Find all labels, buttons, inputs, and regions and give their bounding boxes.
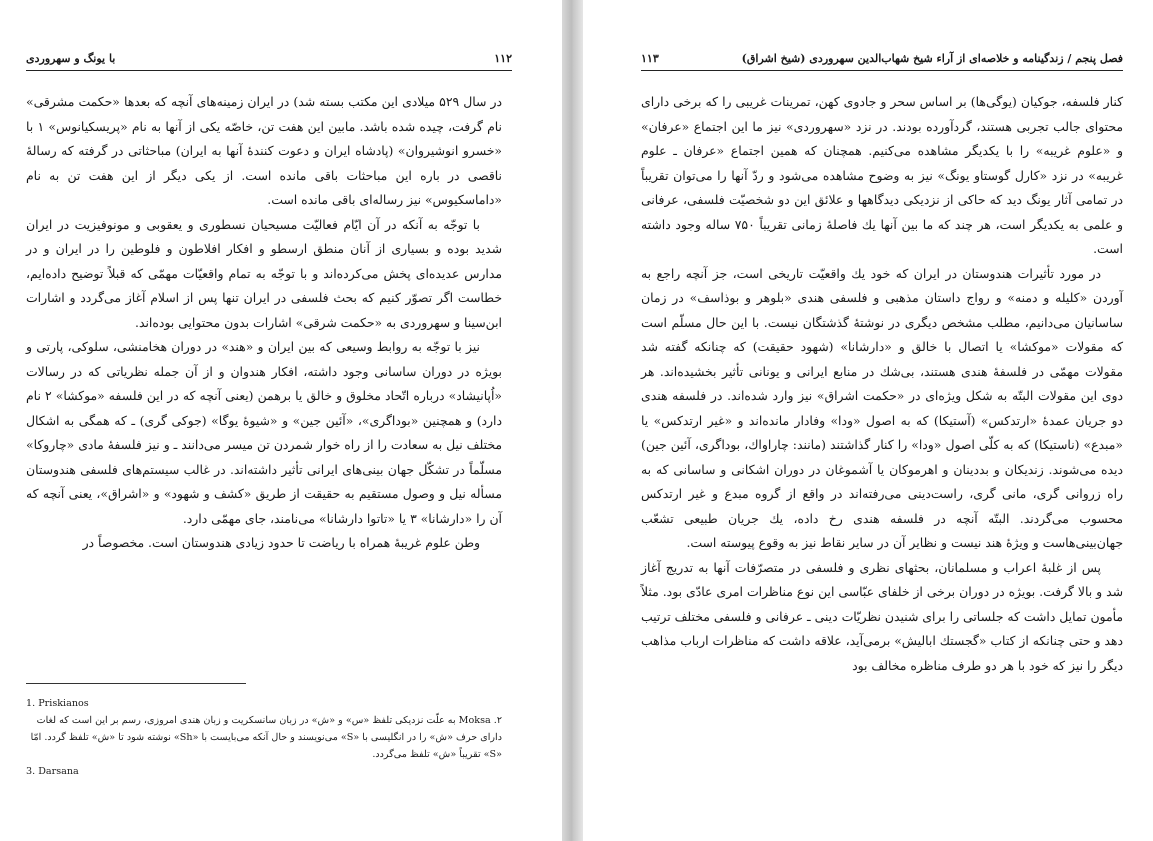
right-paragraph-1: کنار فلسفه، جوکیان (یوگی‌ها) بر اساس سحر و جادوی کهن، تمرینات غریبی را که برخی دارای محتوای جالب تجربی هستند، گردآورده بودند. در نزد «سهروردی» نیز ما این اجتماع «عرفان» و «علوم غریبه» را با یکدیگر مشاهده می‌کنیم. همچنان که همین اجتماع «عرفان ـ علوم غریبه» در نزد «کارل گوستاو یونگ» نیز به وضوح مشاهده می‌شود و ردّ آنها را می‌توان تقریباً در تمامی آثار یونگ دید که حاکی از نزدیکی دیدگاهها و علائق این دو شخصیّت فلسفی، عرفانی و علمی به یکدیگر است، هر چند که ما بین آنها یك فاصلهٔ زمانی تقریباً ۷۵۰ ساله وجود داشته است. [641,94,1123,256]
left-paragraph-1: در سال ۵۲۹ میلادی این مکتب بسته شد) در ایران زمینه‌های آنچه که بعدها «حکمت مشرقی» نام گرفت، چیده شده باشد. مابین این هفت تن، خاصّه یکی از آنها به نام «پریسکیانوس» ۱ با «خسرو انوشیروان» (پادشاه ایران و دعوت کنندهٔ آنها به ایران) مباحثاتی در گرفته که رسالهٔ ناقصی در باره این مباحثات باقی مانده است. از یکی دیگر از این هفت تن به نام «داماسکیوس» نیز رساله‌ای باقی مانده است. [26,94,502,207]
right-page-header [641,48,1123,68]
book-gutter [562,0,583,841]
right-header-rule [641,70,1123,71]
right-page-body [641,90,1123,678]
left-paragraph-3: نیز با توجّه به روابط وسیعی که بین ایران و «هند» در دوران هخامنشی، سلوکی، پارتی و بویژه در دوران ساسانی وجود داشته، افکار هندوان و از آن جمله نظریاتی که در رسالات «اُپانیشاد» درباره اتّحاد مخلوق و خالق یا برهمن (یعنی آنچه که در این فلسفه «موکشا» ۲ نام دارد) و همچنین «بوداگری»، «آئین جین» و «شیوهٔ یوگا» (جوکی گری) ـ که همگی به اشکال مختلف نیل به سعادت را از راه خوار شمردن تن میسر می‌دانند ـ و نیز فلسفهٔ مادی «چاروکا» مسلّماً در تشکّل جهان بینی‌های ایرانی تأثیر داشته‌اند. در غالب سیستم‌های فلسفی هندوستان مسأله نیل و وصول مستقیم به حقیقت از طریق «کشف و شهود» و «اشراق»، یعنی آنچه که آن را «دارشانا» ۳ یا «تاتوا دارشانا» می‌نامند، جای مهمّی دارد. [26,339,502,526]
footnote-separator [26,683,246,684]
right-page [583,0,1153,841]
left-header-rule [26,70,512,71]
right-header-title: فصل پنجم / زندگینامه و خلاصه‌ای از آراء شیخ شهاب‌الدین سهروردی (شیخ اشراق) [741,51,1123,65]
left-page-number: ۱۱۲ [494,51,512,65]
left-page [0,0,562,841]
right-page-number: ۱۱۳ [641,51,659,65]
footnote-3: 3. Darsana [26,766,79,777]
left-page-header [26,48,512,68]
footnote-2: ۲. Moksa به علّت نزدیکی تلفظ «س» و «ش» در زبان سانسکریت و زبان هندی امروزی، رسم بر این است که لغات دارای حرف «ش» را در انگلیسی با «S» می‌نویسند و حال آنکه می‌بایست با «Sh» نوشته شود تا «ش» تلفظ گردد. امّا «S» تقریباً «ش» تلفظ می‌گردد. [30,715,502,760]
footnote-1: 1. Priskianos [26,698,89,709]
left-paragraph-4: وطن علوم غریبهٔ همراه با ریاضت تا حدود زیادی هندوستان است. مخصوصاً در [82,535,480,550]
right-paragraph-3: پس از غلبهٔ اعراب و مسلمانان، بحثهای نظری و فلسفی در متصرّفات آنها به تدریج آغاز شد و بالا گرفت. بویژه در دوران برخی از خلفای عبّاسی این نوع مناظرات امری عادّی بود. مثلاً مأمون تمایل داشت که جلساتی را برای شنیدن نظریّات دینی ـ عرفانی و فلسفی مختلف ترتیب دهد و حتی چنانکه از کتاب «گجستك ابالیش» برمی‌آید، علاقه داشت که مناظرات ارباب مذاهب دیگر را نیز که خود با هر دو طرف مناظره مخالف بود [641,559,1123,673]
footnotes [26,695,502,780]
right-paragraph-2: در مورد تأثیرات هندوستان در ایران که خود یك واقعیّت تاریخی است، جز آنچه راجع به آوردن «کلیله و دمنه» و رواج داستان مذهبی و فلسفی هندی «بلوهر و بوذاسف» در زمان ساسانیان می‌دانیم، مطلب مشخص دیگری در نوشتهٔ گذشتگان نیست. با این حال مسلّم است که مقولات «موکشا» یا اتصال با خالق و «دارشانا» (شهود حقیقت) که چنانکه گفته شد مقولات مهمّی در فلسفهٔ هندی هستند، بی‌شك در منابع ایرانی و یونانی تأثیر بخشیده‌اند. هر دوی این مقولات البتّه به شکل ویژه‌ای در «حکمت اشراق» نیز وارد شده‌اند. در فلسفه هندی دو جریان عمدهٔ «ارتدکس» (آستیکا) که به اصول «ودا» وفادار مانده‌اند و «غیر ارتدکس» یا «مبدع» (ناستیکا) که به کلّی اصول «ودا» را کنار گذاشتند (مانند: چاراواك، بوداگری، آئین جین) دیده می‌شوند. زندیکان و بددینان و اهرموکان یا آشموغان در دوران اشکانی و ساسانی که به راه زروانی گری، مانی گری، راست‌دینی می‌رفته‌اند در واقع از گروه مبدع و غیر ارتدکس محسوب می‌گردند. البتّه آنچه در فلسفه هندی رخ داده، یك جریان طبیعی تشعّب جهان‌بینی‌هاست و ویژهٔ هند نیست و نظایر آن در سایر نقاط نیز به وقوع پیوسته است. [641,265,1123,550]
left-paragraph-2: با توجّه به آنکه در آن ایّام فعالیّت مسیحیان نسطوری و یعقوبی و مونوفیزیت در ایران شدید بوده و بسیاری از آنان منطق ارسطو و افکار افلاطون و فلوطین را در ایران و در مدارس عدیده‌ای پخش می‌کرده‌اند و با توجّه به تمام واقعیّات مهمّی که قبلاً توضیح داده‌ایم، خطاست اگر تصوّر کنیم که بحث فلسفی در ایران تنها پس از اسلام آغاز می‌گردد و اشارات ابن‌سینا و سهروردی به «حکمت شرقی» اشارات بدون محتوایی بوده‌اند. [26,216,502,330]
left-page-body [26,90,502,556]
left-header-title: با یونگ و سهروردی [26,51,116,65]
